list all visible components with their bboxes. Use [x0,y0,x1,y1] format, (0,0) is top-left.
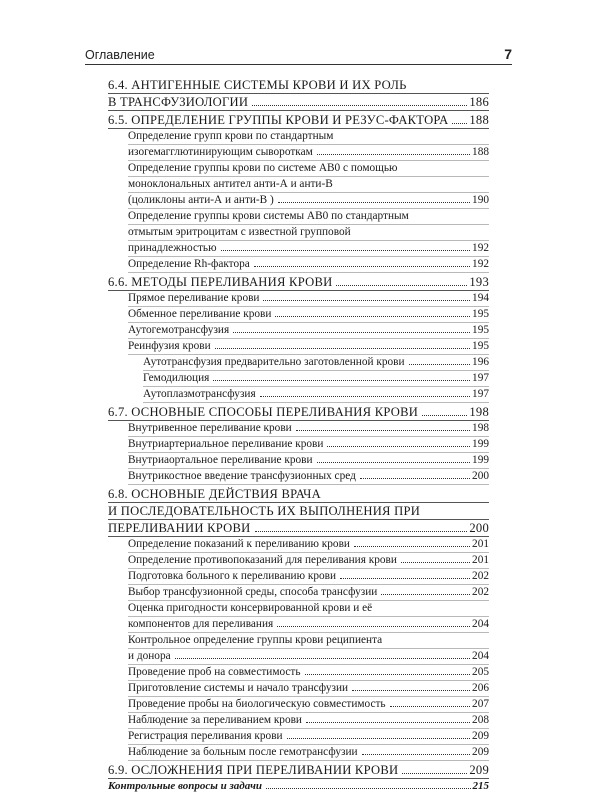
toc-entry-text: Внутривенное переливание крови [128,422,292,434]
toc-entry[interactable] [108,355,489,371]
toc-entry-text: 6.6. МЕТОДЫ ПЕРЕЛИВАНИЯ КРОВИ [108,275,333,289]
toc-page-ref: 198 [472,422,489,434]
toc-entry-text: компонентов для переливания [128,618,274,630]
toc-entry-text: изогемагглютинирующим сывороткам [128,146,313,158]
toc-page-ref: 201 [472,538,489,550]
dot-leader [266,788,471,789]
toc-entry-line [128,241,489,257]
toc-entry-line [108,520,489,537]
toc-entry[interactable] [108,437,489,453]
table-of-contents [108,76,489,794]
toc-page-ref: 192 [472,242,489,254]
dot-leader [296,430,470,431]
toc-entry-line [128,569,489,585]
toc-section-6-7[interactable] [108,404,489,421]
dot-leader [352,690,470,691]
dot-leader [452,123,467,124]
toc-entry-line [143,371,489,387]
toc-page-ref: 215 [472,780,489,792]
toc-entry-line [128,697,489,713]
toc-entry-text: Определение показаний к переливанию крови [128,538,350,550]
toc-entry-text: 6.5. ОПРЕДЕЛЕНИЕ ГРУППЫ КРОВИ И РЕЗУС-ФАКТОРА [108,113,449,127]
toc-page-ref: 194 [472,292,489,304]
toc-entry-text: 6.4. АНТИГЕННЫЕ СИСТЕМЫ КРОВИ И ИХ РОЛЬ [108,77,489,94]
toc-page-ref: 188 [469,113,489,127]
toc-entry[interactable] [108,339,489,355]
toc-page-ref: 202 [472,586,489,598]
toc-page-ref: 198 [469,405,489,419]
toc-entry[interactable] [108,323,489,339]
toc-page-ref: 206 [472,682,489,694]
toc-entry-text: Определение группы крови по системе АВ0 с помощью [128,161,489,177]
toc-entry[interactable] [108,553,489,569]
dot-leader [402,773,467,774]
toc-entry-line [108,94,489,111]
toc-entry-text: Внутриаортальное переливание крови [128,454,313,466]
toc-entry[interactable] [108,585,489,601]
toc-entry-line [128,193,489,209]
toc-page-ref: 201 [472,554,489,566]
toc-entry-line [108,274,489,291]
toc-page-ref: 209 [469,763,489,777]
toc-entry-text: Выбор трансфузионной среды, способа трансфузии [128,586,378,598]
toc-section-6-9[interactable] [108,762,489,779]
toc-section-6-6[interactable] [108,274,489,291]
toc-entry-text: 6.8. ОСНОВНЫЕ ДЕЙСТВИЯ ВРАЧА [108,486,489,503]
dot-leader [255,531,468,532]
toc-entry[interactable] [108,387,489,403]
toc-entry[interactable] [108,665,489,681]
header-title: Оглавление [85,48,155,62]
toc-page-ref: 204 [472,650,489,662]
toc-entry-text: Проведение проб на совместимость [128,666,301,678]
toc-page-ref: 204 [472,618,489,630]
toc-entry-line [128,257,489,273]
dot-leader [340,578,470,579]
toc-entry-text: отмытым эритроцитам с известной групповой [128,225,489,241]
toc-entry[interactable] [108,129,489,161]
toc-entry[interactable] [108,291,489,307]
dot-leader [306,722,470,723]
toc-entry-line [128,323,489,339]
toc-page-ref: 200 [469,521,489,535]
toc-entry[interactable] [108,537,489,553]
toc-entry-text: Реинфузия крови [128,340,211,352]
toc-entry-line [108,112,489,129]
toc-page-ref: 199 [472,454,489,466]
toc-entry-text: Гемодилюция [143,372,210,384]
dot-leader [390,706,470,707]
toc-page-ref: 199 [472,438,489,450]
toc-page-ref: 205 [472,666,489,678]
toc-entry-text: Наблюдение за больным после гемотрансфузии [128,746,358,758]
toc-entry-text: Наблюдение за переливанием крови [128,714,302,726]
toc-page-ref: 196 [472,356,489,368]
dot-leader [409,364,471,365]
toc-entry-line [128,307,489,323]
toc-entry-line [143,355,489,371]
toc-entry-text: Подготовка больного к переливанию крови [128,570,336,582]
toc-entry-line [128,537,489,553]
toc-entry[interactable] [108,713,489,729]
header-rule [85,64,512,65]
toc-entry-line [128,713,489,729]
toc-page-ref: 195 [472,308,489,320]
toc-entry[interactable] [108,633,489,665]
dot-leader [317,462,471,463]
toc-entry-text: Контрольные вопросы и задачи [108,780,262,792]
toc-entry-text: принадлежностью [128,242,217,254]
toc-entry-line [108,762,489,779]
toc-entry-text: Регистрация переливания крови [128,730,283,742]
toc-entry-line [128,437,489,453]
toc-entry-text: Аутотрансфузия предварительно заготовленной крови [143,356,405,368]
toc-entry-line [143,387,489,403]
toc-page-ref: 195 [472,324,489,336]
toc-page-ref: 209 [472,746,489,758]
dot-leader [401,562,470,563]
toc-page-ref: 186 [469,95,489,109]
toc-entry-text: Аутогемотрансфузия [128,324,230,336]
toc-entry-line [128,745,489,761]
toc-entry-text: Проведение пробы на биологическую совместимость [128,698,386,710]
toc-page-ref: 200 [472,470,489,482]
toc-page-ref: 209 [472,730,489,742]
toc-entry[interactable] [108,745,489,761]
toc-page-ref: 197 [472,372,489,384]
toc-entry-line [108,779,489,794]
toc-entry-text: Определение групп крови по стандартным [128,129,489,145]
dot-leader [233,332,470,333]
toc-entry-text: Обменное переливание крови [128,308,272,320]
toc-entry-line [128,453,489,469]
dot-leader [327,446,470,447]
toc-entry-line [128,729,489,745]
toc-entry-line [128,469,489,485]
dot-leader [175,658,470,659]
toc-entry[interactable] [108,371,489,387]
toc-entry[interactable] [108,421,489,437]
running-header [85,42,512,62]
toc-entry-text: Оценка пригодности консервированной крови и её [128,601,489,617]
dot-leader [336,285,467,286]
dot-leader [252,105,467,106]
dot-leader [287,738,470,739]
toc-page-ref: 192 [472,258,489,270]
page-number: 7 [504,46,512,62]
toc-entry-text: Прямое переливание крови [128,292,260,304]
toc-page-ref: 207 [472,698,489,710]
dot-leader [254,266,470,267]
toc-entry-text: Внутриартериальное переливание крови [128,438,324,450]
toc-page-ref: 188 [472,146,489,158]
toc-entry-line [108,404,489,421]
toc-entry-text: И ПОСЛЕДОВАТЕЛЬНОСТЬ ИХ ВЫПОЛНЕНИЯ ПРИ [108,503,489,520]
dot-leader [278,202,470,203]
toc-entry[interactable] [108,161,489,209]
dot-leader [305,674,471,675]
toc-entry-text: моноклональных антител анти-А и анти-В [128,177,489,193]
toc-entry[interactable] [108,453,489,469]
dot-leader [213,380,470,381]
toc-entry-text: Внутрикостное введение трансфузионных сред [128,470,356,482]
toc-entry[interactable] [108,729,489,745]
toc-entry-line [128,553,489,569]
toc-entry-line [128,585,489,601]
toc-entry[interactable] [108,209,489,257]
toc-entry[interactable] [108,601,489,633]
toc-entry-text: 6.9. ОСЛОЖНЕНИЯ ПРИ ПЕРЕЛИВАНИИ КРОВИ [108,763,399,777]
toc-page-ref: 195 [472,340,489,352]
dot-leader [215,348,470,349]
toc-entry[interactable] [108,469,489,485]
dot-leader [362,754,470,755]
dot-leader [277,626,470,627]
toc-page-ref: 193 [469,275,489,289]
dot-leader [354,546,470,547]
toc-entry-text: Приготовление системы и начало трансфузии [128,682,349,694]
toc-entry-text: В ТРАНСФУЗИОЛОГИИ [108,95,249,109]
toc-entry[interactable] [108,257,489,273]
toc-page-ref: 190 [472,194,489,206]
toc-entry[interactable] [108,569,489,585]
dot-leader [221,250,471,251]
toc-entry-line [128,665,489,681]
dot-leader [381,594,470,595]
dot-leader [422,415,467,416]
toc-page-ref: 197 [472,388,489,400]
toc-entry-line [128,145,489,161]
toc-entry-text: Определение группы крови системы АВ0 по стандартным [128,209,489,225]
toc-entry-text: 6.7. ОСНОВНЫЕ СПОСОБЫ ПЕРЕЛИВАНИЯ КРОВИ [108,405,419,419]
toc-entry-line [128,617,489,633]
toc-entry-line [128,339,489,355]
toc-entry-text: Аутоплазмотрансфузия [143,388,256,400]
toc-entry-line [128,421,489,437]
dot-leader [260,396,470,397]
toc-entry[interactable] [108,697,489,713]
toc-section-6-4[interactable] [108,77,489,111]
toc-entry[interactable] [108,307,489,323]
toc-control-questions[interactable] [108,779,489,794]
dot-leader [263,300,470,301]
toc-entry-text: и донора [128,650,171,662]
toc-entry-line [128,681,489,697]
toc-section-6-8[interactable] [108,486,489,537]
dot-leader [317,154,470,155]
toc-entry-text: Контрольное определение группы крови реципиента [128,633,489,649]
toc-entry-text: ПЕРЕЛИВАНИИ КРОВИ [108,521,251,535]
toc-page-ref: 208 [472,714,489,726]
toc-entry-text: Определение противопоказаний для переливания крови [128,554,397,566]
dot-leader [360,478,470,479]
toc-section-6-5[interactable] [108,112,489,129]
toc-entry-text: Определение Rh-фактора [128,258,250,270]
toc-entry-text: (цоликлоны анти-А и анти-В ) [128,194,274,206]
toc-entry-line [128,649,489,665]
toc-entry-line [128,291,489,307]
dot-leader [275,316,470,317]
toc-page-ref: 202 [472,570,489,582]
toc-entry[interactable] [108,681,489,697]
